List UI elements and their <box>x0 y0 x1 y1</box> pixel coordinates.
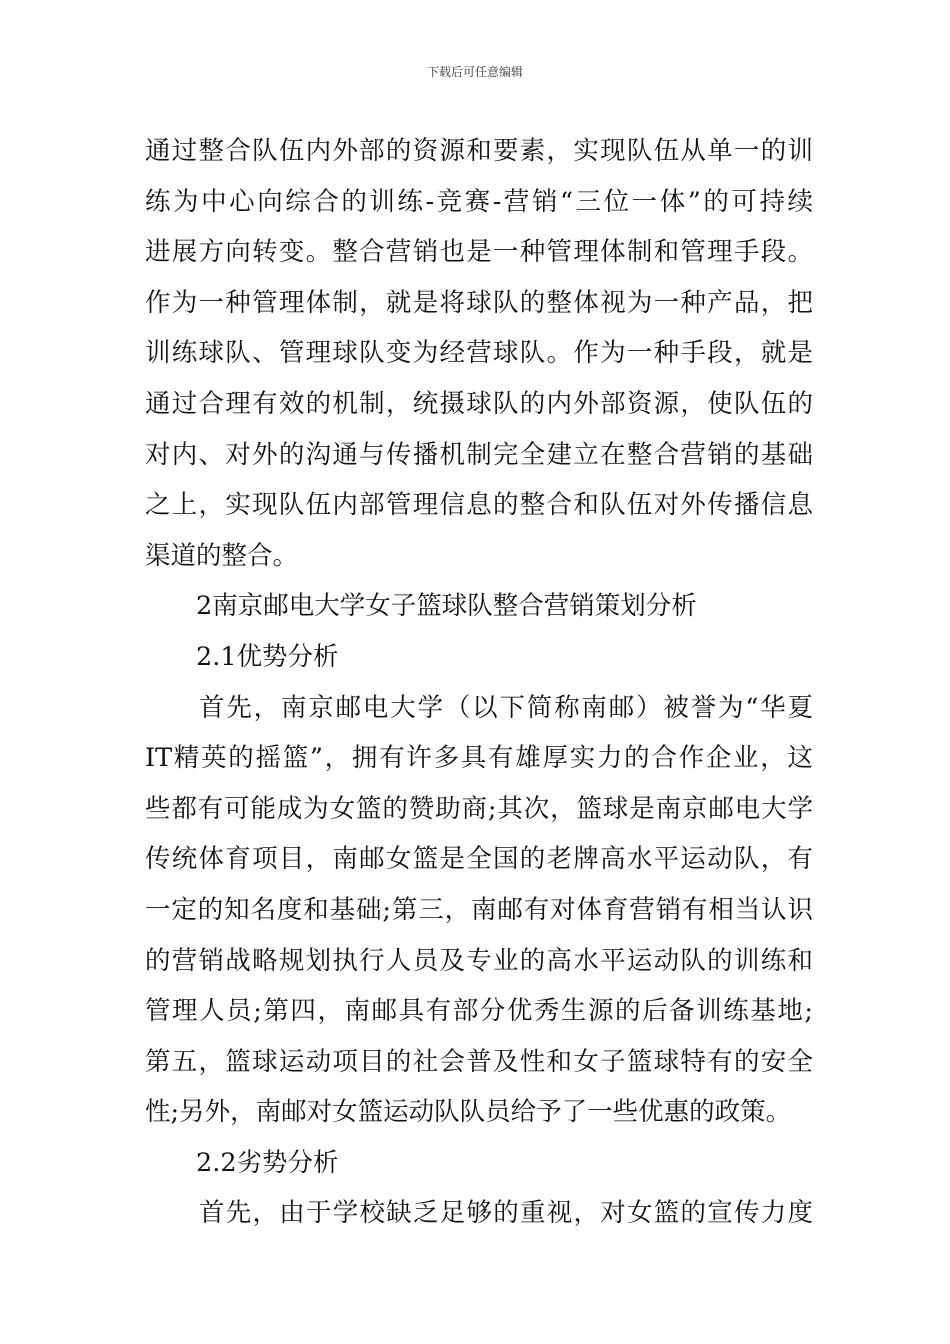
text-line: 传统体育项目，南邮女篮是全国的老牌高水平运动队，有 <box>145 844 813 875</box>
text-line: 首先，南京邮电大学（以下简称南邮）被誉为“华夏 <box>199 692 813 723</box>
subsection-heading: 2.1优势分析 <box>196 641 339 672</box>
text-line: 性;另外，南邮对女篮运动队队员给予了一些优惠的政策。 <box>145 1097 792 1128</box>
document-body <box>145 126 813 1239</box>
text-line: 进展方向转变。整合营销也是一种管理体制和管理手段。 <box>145 237 813 268</box>
subsection-heading: 2.2劣势分析 <box>196 1147 339 1178</box>
section-heading: 2南京邮电大学女子篮球队整合营销策划分析 <box>196 591 697 622</box>
text-line: 通过整合队伍内外部的资源和要素，实现队伍从单一的训 <box>145 136 813 166</box>
text-line: 练为中心向综合的训练-竞赛-营销“三位一体”的可持续 <box>145 186 813 217</box>
text-line: 的营销战略规划执行人员及专业的高水平运动队的训练和 <box>145 945 813 976</box>
text-line: 首先，由于学校缺乏足够的重视，对女篮的宣传力度 <box>199 1198 813 1229</box>
text-line: 对内、对外的沟通与传播机制完全建立在整合营销的基础 <box>145 439 813 470</box>
text-line: 渠道的整合。 <box>145 540 299 571</box>
page-header: 下载后可任意编辑 <box>426 65 523 79</box>
text-line: 些都有可能成为女篮的赞助商;其次，篮球是南京邮电大学 <box>145 793 813 824</box>
text-line: 作为一种管理体制，就是将球队的整体视为一种产品，把 <box>145 287 813 318</box>
text-line: IT精英的摇篮”，拥有许多具有雄厚实力的合作企业，这 <box>145 743 813 774</box>
text-line: 之上，实现队伍内部管理信息的整合和队伍对外传播信息 <box>145 490 813 521</box>
text-line: 第五，篮球运动项目的社会普及性和女子篮球特有的安全 <box>145 1046 813 1077</box>
text-line: 一定的知名度和基础;第三，南邮有对体育营销有相当认识 <box>145 894 813 925</box>
text-line: 管理人员;第四，南邮具有部分优秀生源的后备训练基地; <box>145 996 813 1027</box>
text-line: 通过合理有效的机制，统摄球队的内外部资源，使队伍的 <box>145 388 813 419</box>
text-line: 训练球队、管理球队变为经营球队。作为一种手段，就是 <box>145 338 813 369</box>
